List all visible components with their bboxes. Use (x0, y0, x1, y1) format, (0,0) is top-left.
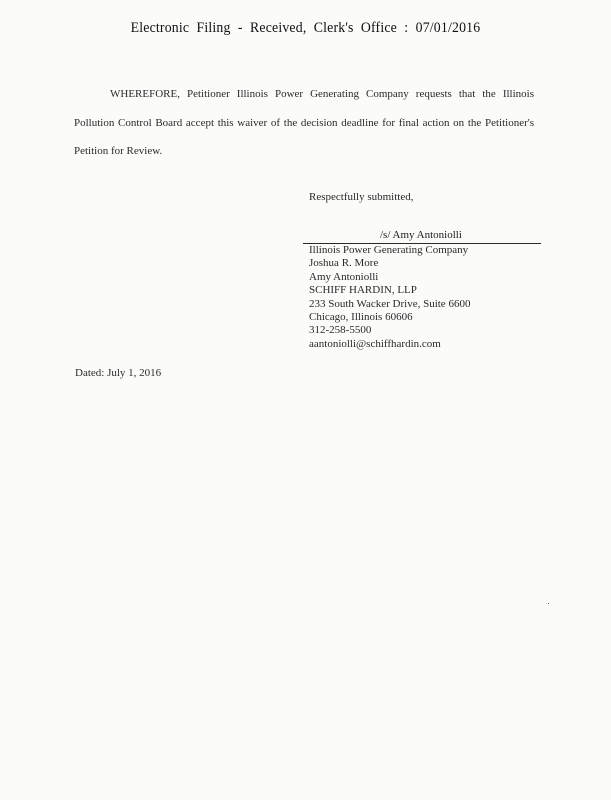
wherefore-paragraph: WHEREFORE, Petitioner Illinois Power Generating Company requests that the Illinois Pollution Control Board accept this waiver of the decision deadline for final action on the Petitioner's Petition for Review. (74, 88, 534, 157)
signature-line-attorney-2: Amy Antoniolli (309, 270, 379, 283)
signature-line-firm: SCHIFF HARDIN, LLP (309, 284, 417, 297)
signature-name: /s/ Amy Antoniolli (380, 229, 462, 241)
closing-text: Respectfully submitted, (309, 191, 414, 203)
signature-line-street: 233 South Wacker Drive, Suite 6600 (309, 297, 471, 310)
signature-block (309, 244, 470, 351)
dated-line: Dated: July 1, 2016 (75, 367, 162, 379)
filing-stamp: Electronic Filing - Received, Clerk's Office : 07/01/2016 (130, 20, 481, 36)
signature-line-email: aantoniolli@schiffhardin.com (309, 337, 441, 350)
scan-speck (548, 603, 549, 604)
signature-line-city: Chicago, Illinois 60606 (309, 311, 413, 324)
signature-line-company: Illinois Power Generating Company (309, 244, 469, 256)
signature-line-phone: 312-258-5500 (309, 324, 372, 337)
signature-line-attorney-1: Joshua R. More (309, 257, 379, 270)
